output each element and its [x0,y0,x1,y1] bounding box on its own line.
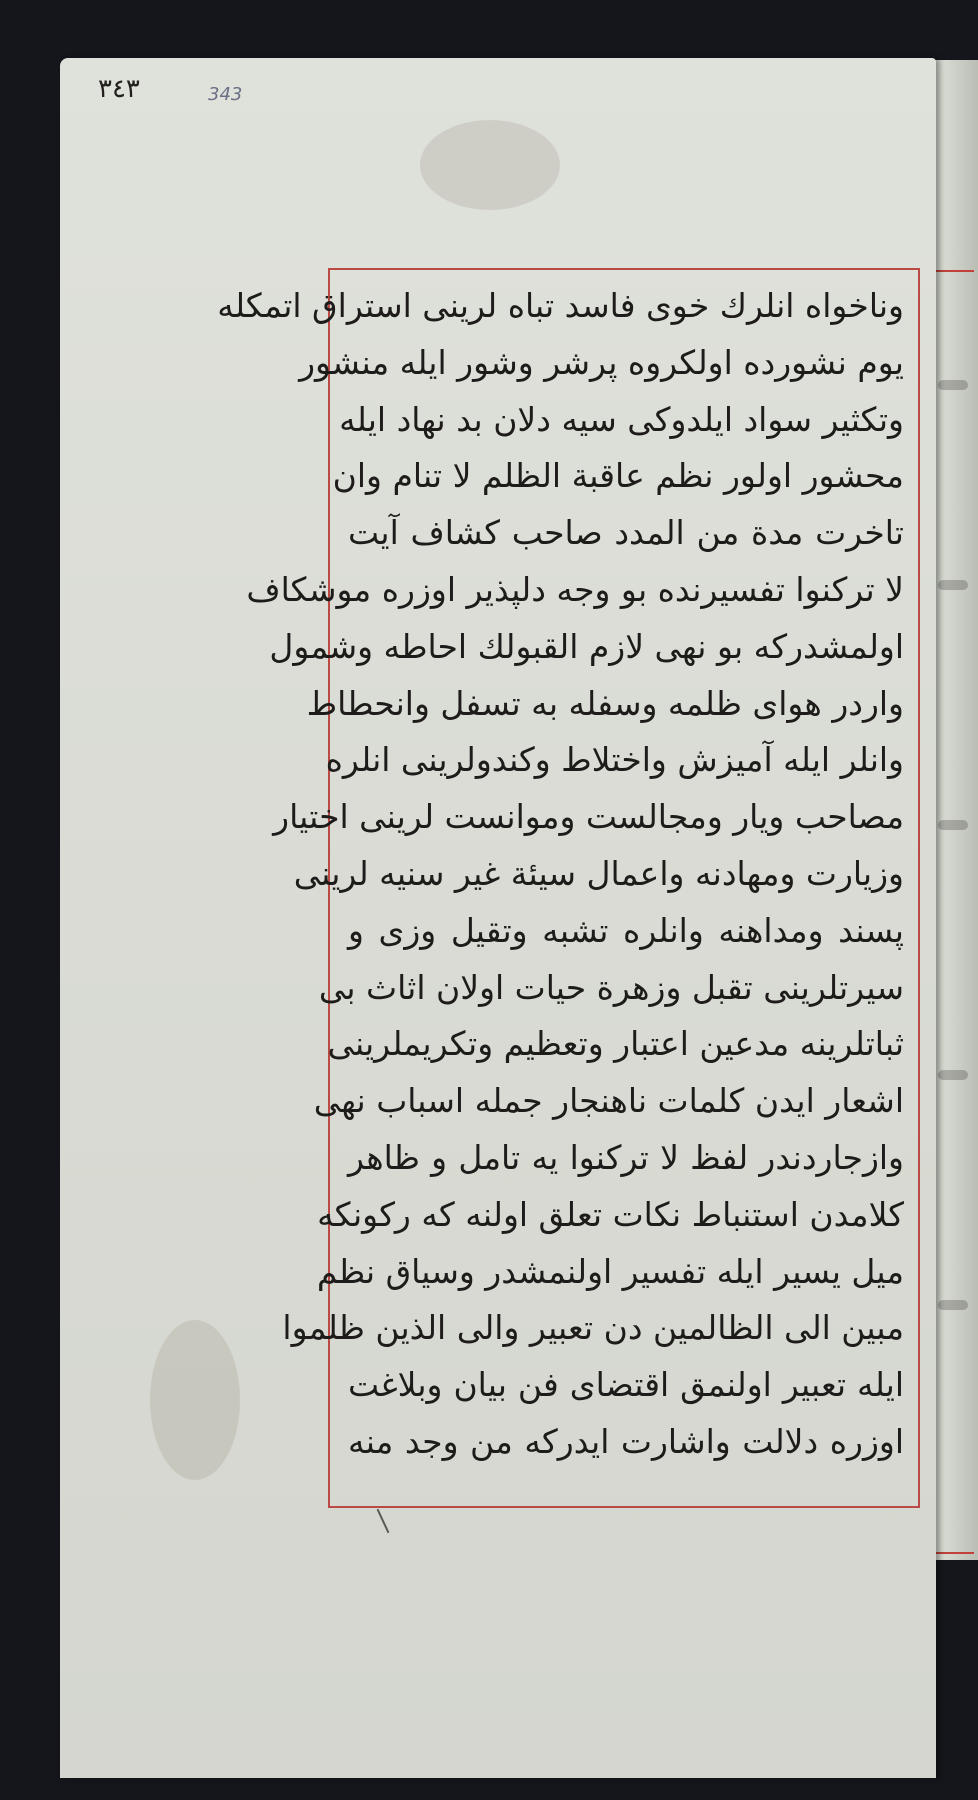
text-line: وازجاردندر لفظ لا تركنوا يه تامل و ظاهر [348,1137,904,1177]
folio-number-western: 343 [208,84,243,105]
text-line: اولمشدركه بو نهى لازم القبولك احاطه وشمول [269,626,904,666]
adjacent-folio-ink [938,1070,968,1080]
adjacent-folio-ink [938,820,968,830]
text-line: اوزره دلالت واشارت ايدركه من وجد منه [348,1421,904,1461]
text-line: تاخرت مدة من المدد صاحب كشاف آيت [348,513,904,553]
paper-stain [150,1320,240,1480]
paper-stain [420,120,560,210]
text-line: محشور اولور نظم عاقبة الظلم لا تنام وان [332,456,904,496]
text-line: وزيارت ومهادنه واعمال سيئة غير سنيه لرينى [293,853,904,893]
text-line: مصاحب ويار ومجالست وموانست لرينى اختيار [273,797,904,837]
text-line: وانلر ايله آميزش واختلاط وكندولرينى انلره [325,740,904,780]
text-line: وتكثير سواد ايلدوكى سيه دلان بد نهاد ايله [339,399,904,439]
text-line: لا تركنوا تفسيرنده بو وجه دلپذير اوزره موشكاف [246,569,904,609]
text-line: ميل يسير ايله تفسير اولنمشدر وسياق نظم [316,1251,904,1291]
text-line: ايله تعبير اولنمق اقتضاى فن بيان وبلاغت [348,1365,904,1405]
text-line: سيرتلرينى تقبل وزهرة حيات اولان اثاث بى [318,967,904,1007]
adjacent-folio-ink [938,380,968,390]
adjacent-folio-ink [938,580,968,590]
adjacent-folio-frame [932,270,974,1554]
text-line: يوم نشورده اولكروه پرشر وشور ايله منشور [299,342,904,382]
text-line: وناخواه انلرك خوى فاسد تباه لرينى استراق اتمكله [217,286,904,325]
manuscript-text-block [217,278,904,1498]
text-line: پسند ومداهنه وانلره تشبه وتقيل وزى و [348,910,904,950]
adjacent-folio-ink [938,1300,968,1310]
text-line: كلامدن استنباط نكات تعلق اولنه كه ركونكه [317,1194,904,1234]
folio-number-arabic: ٣٤٣ [98,74,140,104]
text-line: ثباتلرينه مدعين اعتبار وتعظيم وتكريملرينى [327,1024,904,1064]
text-line: اشعار ايدن كلمات ناهنجار جمله اسباب نهى [313,1081,904,1121]
text-line: واردر هواى ظلمه وسفله به تسفل وانحطاط [306,683,904,723]
text-line: مبين الى الظالمين دن تعبير والى الذين ظلموا [282,1308,904,1348]
